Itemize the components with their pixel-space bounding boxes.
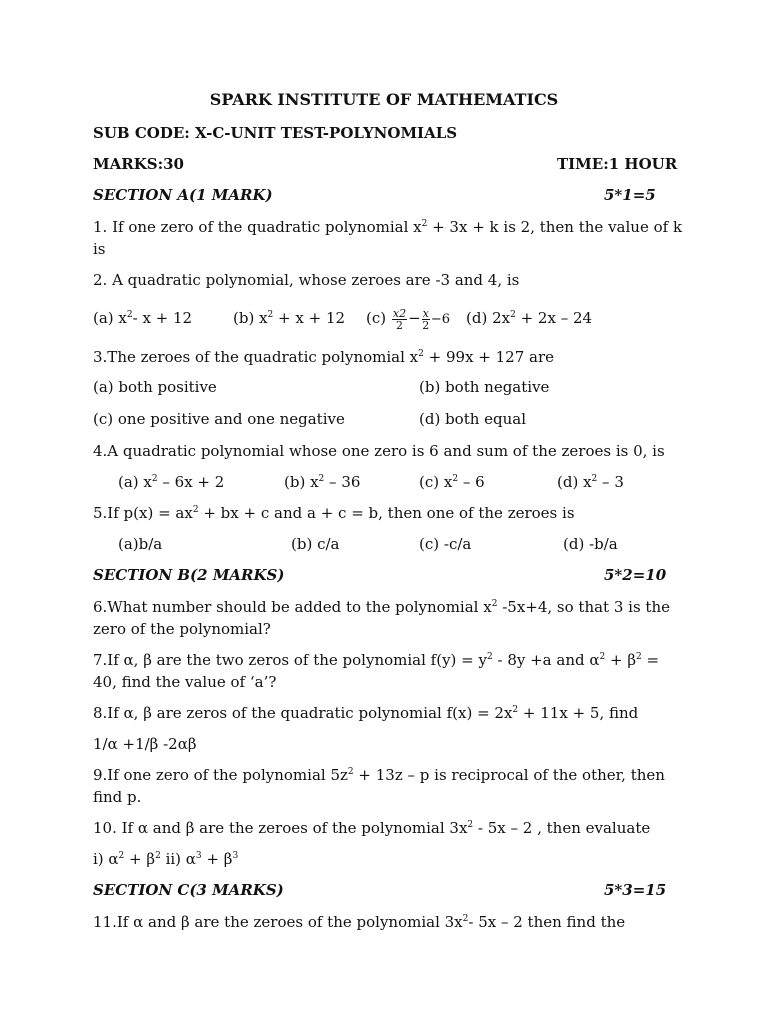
question-1: 1. If one zero of the quadratic polynomial $x^2 + 3x + k$ is 2, then the value of k (93, 218, 683, 236)
question-8-cont: 1/α +1/β -2αβ (93, 735, 197, 753)
question-6: 6.What number should be added to the polynomial $x^2$ -5x+4, so that 3 is the (93, 598, 670, 616)
q5-option-c: (c) -c/a (419, 535, 472, 553)
q5-option-d: (d) -b/a (563, 535, 618, 553)
q2-option-c: (c) $\frac{x2}{2}$ − $\frac{x}{2}$ −6 (366, 306, 451, 332)
question-3: 3.The zeroes of the quadratic polynomial $x^2 + 99x + 127$ are (93, 348, 555, 366)
q5-option-b: (b) c/a (291, 535, 340, 553)
fraction-x-over-2: $\frac{x}{2}$ (422, 306, 430, 332)
institute-title: SPARK INSTITUTE OF MATHEMATICS (209, 90, 559, 109)
question-6-cont: zero of the polynomial? (93, 620, 271, 638)
q3-option-d: (d) both equal (419, 410, 527, 428)
section-a-title: SECTION A(1 MARK) (93, 186, 273, 204)
q3-option-b: (b) both negative (419, 378, 550, 396)
time-label: TIME:1 HOUR (557, 155, 678, 173)
section-b-title: SECTION B(2 MARKS) (93, 566, 285, 584)
marks-label: MARKS:30 (93, 155, 184, 173)
question-7: 7.If α, β are the two zeros of the polynomial $f(y) = y^2 - 8y +a$ and $\alpha^2 + \beta^2$ = (93, 651, 660, 669)
q2-option-b: (b) $x^2 + x + 12$ (233, 309, 346, 327)
question-8: 8.If α, β are zeros of the quadratic polynomial $f(x) = 2x^2 + 11x + 5$, find (93, 704, 639, 722)
q5-option-a: (a)b/a (118, 535, 163, 553)
subject-code: SUB CODE: X-C-UNIT TEST-POLYNOMIALS (93, 124, 458, 142)
q4-option-a: (a) $x^2 - 6x + 2$ (118, 473, 225, 491)
q2-option-d: (d) $2x^2 + 2x - 24$ (466, 309, 593, 327)
q4-option-d: (d) $x^2 - 3$ (557, 473, 624, 491)
q3-option-a: (a) both positive (93, 378, 217, 396)
q4-option-c: (c) $x^2 - 6$ (419, 473, 485, 491)
question-2: 2. A quadratic polynomial, whose zeroes are -3 and 4, is (93, 271, 520, 289)
fraction-x2-over-2: $\frac{x2}{2}$ (392, 306, 407, 332)
section-a-score: 5*1=5 (604, 186, 656, 204)
question-11: 11.If α and β are the zeroes of the polynomial $3x^2-$ 5x – 2 then find the (93, 913, 626, 931)
q2-option-a: (a) $x^2-$ x + 12 (93, 309, 193, 327)
question-10: 10. If α and β are the zeroes of the polynomial $3x^2 - 5x - 2$ , then evaluate (93, 819, 651, 837)
q4-option-b: (b) $x^2 - 36$ (284, 473, 361, 491)
question-5: 5.If $p(x) = ax^2$ + bx + c and a + c = b, then one of the zeroes is (93, 504, 575, 522)
section-c-score: 5*3=15 (604, 881, 667, 899)
question-9-cont: find p. (93, 788, 142, 806)
question-9: 9.If one zero of the polynomial $5z^2 + 13z - p$ is reciprocal of the other, then (93, 766, 665, 784)
question-1-cont: is (93, 240, 106, 258)
question-7-cont: 40, find the value of ‘a’? (93, 673, 277, 691)
section-b-score: 5*2=10 (604, 566, 667, 584)
question-10-cont: i) $\alpha^2 + \beta^2$ ii) $\alpha^3 + \beta^3$ (93, 850, 239, 868)
section-c-title: SECTION C(3 MARKS) (93, 881, 284, 899)
question-4: 4.A quadratic polynomial whose one zero is 6 and sum of the zeroes is 0, is (93, 442, 665, 460)
q3-option-c: (c) one positive and one negative (93, 410, 345, 428)
